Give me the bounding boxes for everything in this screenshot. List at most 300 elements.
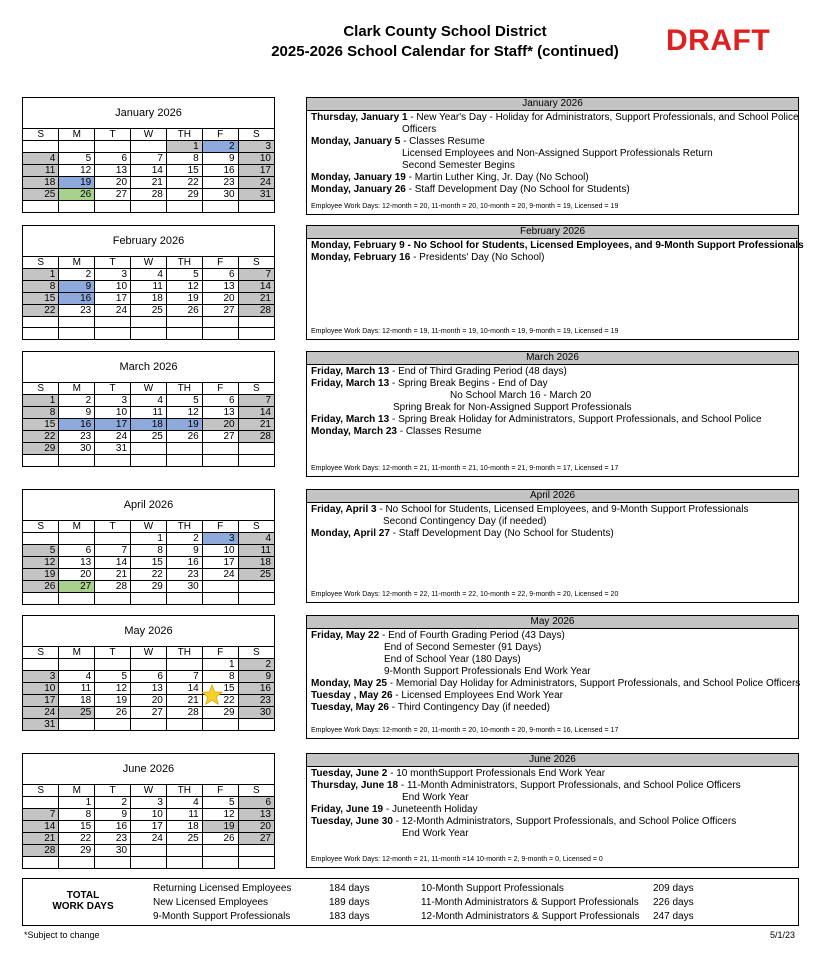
day-cell: 10 (202, 545, 238, 557)
day-header: W (131, 383, 167, 395)
totals-item: 12-Month Administrators & Support Professionals (421, 911, 640, 922)
events-title: May 2026 (307, 616, 798, 629)
event-line: Friday, April 3 - No School for Students, Licensed Employees, and 9-Month Support Professionals (311, 504, 749, 515)
event-line: Licensed Employees and Non-Assigned Support Professionals Return (402, 148, 713, 159)
day-cell (95, 455, 131, 466)
day-cell: 6 (202, 395, 238, 407)
day-header: S (23, 257, 59, 269)
day-header: T (95, 647, 131, 659)
day-cell: 9 (166, 545, 202, 557)
event-line: Friday, March 13 - Spring Break Begins - End of Day (311, 378, 548, 389)
day-cell: 20 (59, 569, 95, 581)
day-cell: 2 (166, 533, 202, 545)
day-cell (23, 593, 59, 604)
day-cell: 6 (95, 153, 131, 165)
day-cell: 20 (238, 821, 274, 833)
day-cell: 7 (166, 671, 202, 683)
day-cell (95, 533, 131, 545)
events-title: January 2026 (307, 98, 798, 111)
day-cell (131, 328, 167, 339)
day-cell: 22 (59, 833, 95, 845)
day-cell: 30 (59, 443, 95, 455)
day-cell: 4 (131, 395, 167, 407)
day-header: S (238, 383, 274, 395)
day-cell: 4 (238, 533, 274, 545)
day-cell: 3 (23, 671, 59, 683)
month-grid (23, 257, 274, 339)
day-cell: 8 (23, 281, 59, 293)
day-header: T (95, 129, 131, 141)
day-cell: 11 (131, 407, 167, 419)
day-header: TH (166, 257, 202, 269)
day-header: W (131, 647, 167, 659)
event-line: Tuesday, May 26 - Third Contingency Day (if needed) (311, 702, 551, 713)
day-cell (131, 443, 167, 455)
day-cell: 19 (59, 177, 95, 189)
day-cell (131, 201, 167, 212)
month-title: April 2026 (23, 490, 274, 521)
day-cell (131, 455, 167, 466)
day-cell: 21 (238, 419, 274, 431)
day-cell (202, 857, 238, 868)
day-cell (166, 857, 202, 868)
month-events (306, 97, 799, 215)
event-line: Tuesday, June 2 - 10 monthSupport Professionals End Work Year (311, 768, 606, 779)
day-cell: 5 (95, 671, 131, 683)
day-cell: 13 (202, 407, 238, 419)
day-cell (238, 719, 274, 731)
day-cell: 19 (202, 821, 238, 833)
day-cell (166, 455, 202, 466)
day-cell: 19 (166, 419, 202, 431)
day-cell: 6 (238, 797, 274, 809)
totals-value: 247 days (653, 911, 694, 922)
day-cell (238, 845, 274, 857)
day-cell: 23 (59, 431, 95, 443)
event-line: Thursday, June 18 - 11-Month Administrators, Support Professionals, and School Police Officers (311, 780, 741, 791)
day-cell: 2 (59, 269, 95, 281)
month-events (306, 351, 799, 477)
day-cell (202, 593, 238, 604)
day-cell: 28 (166, 707, 202, 719)
event-line: Second Semester Begins (402, 160, 515, 171)
day-cell (202, 201, 238, 212)
day-header: M (59, 785, 95, 797)
event-line: Monday, February 16 - Presidents' Day (No School) (311, 252, 545, 263)
event-line: End of School Year (180 Days) (384, 654, 521, 665)
day-cell: 14 (238, 281, 274, 293)
day-cell: 10 (95, 407, 131, 419)
day-header: T (95, 257, 131, 269)
totals-value: 189 days (329, 897, 370, 908)
day-cell: 22 (131, 569, 167, 581)
day-header: M (59, 257, 95, 269)
event-line: Monday, April 27 - Staff Development Day (No School for Students) (311, 528, 614, 539)
day-cell: 10 (95, 281, 131, 293)
day-cell: 25 (59, 707, 95, 719)
day-cell: 22 (23, 431, 59, 443)
day-header: F (202, 521, 238, 533)
day-cell: 16 (59, 419, 95, 431)
day-cell: 24 (202, 569, 238, 581)
day-cell: 13 (202, 281, 238, 293)
totals-value: 226 days (653, 897, 694, 908)
event-line: Friday, June 19 - Juneteenth Holiday (311, 804, 478, 815)
day-cell: 29 (166, 189, 202, 201)
day-cell: 17 (202, 557, 238, 569)
day-cell (202, 328, 238, 339)
month-calendar (22, 225, 275, 340)
day-cell: 18 (131, 419, 167, 431)
day-cell (95, 593, 131, 604)
day-cell: 27 (131, 707, 167, 719)
month-title: January 2026 (23, 98, 274, 129)
totals-value: 184 days (329, 883, 370, 894)
day-cell: 4 (23, 153, 59, 165)
day-cell: 27 (202, 305, 238, 317)
total-work-days (22, 878, 799, 926)
day-cell (166, 443, 202, 455)
day-cell: 22 (202, 695, 238, 707)
day-cell: 8 (166, 153, 202, 165)
day-cell: 27 (202, 431, 238, 443)
events-title: February 2026 (307, 226, 798, 239)
day-cell (95, 141, 131, 153)
day-cell: 3 (95, 269, 131, 281)
month-events (306, 489, 799, 603)
day-cell: 6 (131, 671, 167, 683)
day-cell: 28 (131, 189, 167, 201)
totals-item: New Licensed Employees (153, 897, 269, 908)
day-cell: 6 (202, 269, 238, 281)
day-cell (95, 659, 131, 671)
day-cell: 17 (131, 821, 167, 833)
day-cell (238, 443, 274, 455)
day-cell (95, 328, 131, 339)
day-cell: 23 (59, 305, 95, 317)
day-cell: 23 (238, 695, 274, 707)
day-cell (95, 201, 131, 212)
event-line: Thursday, January 1 - New Year's Day - Holiday for Administrators, Support Professionals, and School Police (311, 112, 799, 123)
month-title: February 2026 (23, 226, 274, 257)
day-cell: 15 (202, 683, 238, 695)
totals-right-labels (421, 882, 639, 924)
day-cell: 14 (23, 821, 59, 833)
day-header: F (202, 383, 238, 395)
day-cell (238, 593, 274, 604)
day-cell (59, 141, 95, 153)
day-cell: 13 (95, 165, 131, 177)
day-cell: 13 (131, 683, 167, 695)
totals-item: Returning Licensed Employees (153, 883, 292, 894)
day-cell: 5 (202, 797, 238, 809)
day-cell: 24 (131, 833, 167, 845)
day-cell (166, 719, 202, 731)
day-cell (238, 857, 274, 868)
day-cell: 26 (166, 305, 202, 317)
day-cell: 16 (166, 557, 202, 569)
month-grid (23, 129, 274, 212)
day-cell: 24 (23, 707, 59, 719)
day-cell (95, 719, 131, 731)
day-header: F (202, 129, 238, 141)
day-cell: 1 (59, 797, 95, 809)
day-cell: 30 (166, 581, 202, 593)
day-header: W (131, 521, 167, 533)
day-header: M (59, 129, 95, 141)
totals-right-values (653, 882, 694, 924)
day-cell: 5 (23, 545, 59, 557)
day-cell: 16 (59, 293, 95, 305)
day-header: F (202, 647, 238, 659)
day-cell: 20 (95, 177, 131, 189)
day-header: TH (166, 647, 202, 659)
day-cell (238, 581, 274, 593)
totals-item: 10-Month Support Professionals (421, 883, 564, 894)
day-header: F (202, 257, 238, 269)
event-line: 9-Month Support Professionals End Work Year (384, 666, 591, 677)
day-cell (131, 659, 167, 671)
employee-work-days: Employee Work Days: 12-month = 19, 11-month = 19, 10-month = 19, 9-month = 19, Licensed = 19 (311, 328, 619, 335)
day-cell: 10 (238, 153, 274, 165)
day-cell (23, 201, 59, 212)
day-cell (59, 857, 95, 868)
day-cell: 9 (202, 153, 238, 165)
day-header: S (238, 257, 274, 269)
day-cell (23, 455, 59, 466)
day-cell: 15 (23, 293, 59, 305)
day-header: T (95, 383, 131, 395)
day-cell: 12 (59, 165, 95, 177)
day-cell: 2 (238, 659, 274, 671)
day-cell: 16 (202, 165, 238, 177)
event-line: Friday, March 13 - End of Third Grading Period (48 days) (311, 366, 567, 377)
totals-left-labels (153, 882, 291, 924)
day-cell: 14 (95, 557, 131, 569)
totals-value: 183 days (329, 911, 370, 922)
footnote: *Subject to change (24, 930, 100, 940)
day-cell (131, 141, 167, 153)
events-title: March 2026 (307, 352, 798, 365)
day-header: M (59, 647, 95, 659)
day-cell: 13 (238, 809, 274, 821)
event-line: Officers (402, 124, 437, 135)
day-cell: 1 (202, 659, 238, 671)
day-header: S (238, 785, 274, 797)
day-cell: 12 (202, 809, 238, 821)
day-header: TH (166, 129, 202, 141)
day-cell (131, 593, 167, 604)
day-cell: 6 (59, 545, 95, 557)
day-cell: 11 (131, 281, 167, 293)
day-cell (202, 443, 238, 455)
day-cell: 12 (166, 281, 202, 293)
day-cell (166, 317, 202, 328)
month-events (306, 225, 804, 340)
event-line: End of Second Semester (91 Days) (384, 642, 542, 653)
day-cell: 29 (59, 845, 95, 857)
day-header: W (131, 257, 167, 269)
day-header: T (95, 521, 131, 533)
calendar-title: 2025-2026 School Calendar for Staff* (continued) (271, 43, 619, 60)
day-cell: 7 (95, 545, 131, 557)
month-grid (23, 785, 274, 868)
day-cell: 10 (23, 683, 59, 695)
day-cell: 13 (59, 557, 95, 569)
totals-value: 209 days (653, 883, 694, 894)
event-line: Monday, February 9 - No School for Students, Licensed Employees, and 9-Month Support Professionals (311, 240, 804, 251)
day-cell: 21 (23, 833, 59, 845)
month-events (306, 753, 799, 868)
day-header: TH (166, 521, 202, 533)
day-header: M (59, 383, 95, 395)
events-title: June 2026 (307, 754, 798, 767)
day-cell: 7 (238, 395, 274, 407)
day-cell (95, 857, 131, 868)
event-line: Friday, March 13 - Spring Break Holiday for Administrators, Support Professionals, and School Police (311, 414, 762, 425)
month-grid (23, 383, 274, 466)
month-title: March 2026 (23, 352, 274, 383)
day-header: T (95, 785, 131, 797)
day-header: S (23, 785, 59, 797)
totals-item: 9-Month Support Professionals (153, 911, 291, 922)
event-line: Second Contingency Day (if needed) (383, 516, 547, 527)
day-cell: 18 (166, 821, 202, 833)
day-cell (202, 317, 238, 328)
day-header: TH (166, 383, 202, 395)
day-cell (95, 317, 131, 328)
version-date: 5/1/23 (770, 930, 796, 940)
day-cell: 9 (238, 671, 274, 683)
day-cell (166, 201, 202, 212)
day-cell (59, 593, 95, 604)
day-cell: 15 (23, 419, 59, 431)
day-cell: 26 (202, 833, 238, 845)
day-cell (202, 455, 238, 466)
day-cell: 16 (95, 821, 131, 833)
day-cell (59, 455, 95, 466)
day-cell: 30 (202, 189, 238, 201)
totals-left-values (329, 882, 370, 924)
day-cell: 16 (238, 683, 274, 695)
day-cell: 8 (59, 809, 95, 821)
month-grid (23, 521, 274, 604)
day-cell (23, 797, 59, 809)
day-header: S (23, 647, 59, 659)
day-cell: 9 (95, 809, 131, 821)
day-cell: 24 (95, 305, 131, 317)
day-cell (166, 659, 202, 671)
day-cell: 19 (166, 293, 202, 305)
draft-stamp: DRAFT (666, 24, 771, 57)
day-cell: 9 (59, 281, 95, 293)
day-cell: 2 (59, 395, 95, 407)
day-cell: 30 (238, 707, 274, 719)
employee-work-days: Employee Work Days: 12-month = 21, 11-month =14 10-month = 2, 9-month = 0, Licensed = 0 (311, 856, 603, 863)
month-events (306, 615, 799, 739)
day-cell (23, 533, 59, 545)
day-cell: 29 (202, 707, 238, 719)
day-cell: 3 (95, 395, 131, 407)
day-cell: 8 (202, 671, 238, 683)
day-cell: 27 (59, 581, 95, 593)
event-line: Spring Break for Non-Assigned Support Professionals (393, 402, 632, 413)
event-line: Monday, May 25 - Memorial Day Holiday for Administrators, Support Professionals, and School Police Officers (311, 678, 801, 689)
day-cell: 17 (95, 419, 131, 431)
day-cell: 14 (131, 165, 167, 177)
day-cell: 31 (95, 443, 131, 455)
event-line: Monday, March 23 - Classes Resume (311, 426, 482, 437)
day-cell (23, 328, 59, 339)
day-header: M (59, 521, 95, 533)
day-header: W (131, 129, 167, 141)
day-cell: 1 (23, 269, 59, 281)
day-cell: 31 (23, 719, 59, 731)
employee-work-days: Employee Work Days: 12-month = 20, 11-month = 20, 10-month = 20, 9-month = 19, Licensed = 19 (311, 203, 619, 210)
day-cell: 19 (23, 569, 59, 581)
day-cell: 29 (131, 581, 167, 593)
total-work-days-label: TOTAL WORK DAYS (52, 890, 114, 912)
event-line: Monday, January 5 - Classes Resume (311, 136, 485, 147)
day-cell (131, 845, 167, 857)
day-header: S (23, 521, 59, 533)
day-cell (59, 328, 95, 339)
day-cell: 25 (131, 431, 167, 443)
day-cell (23, 857, 59, 868)
totals-item: 11-Month Administrators & Support Professionals (421, 897, 639, 908)
day-cell: 4 (166, 797, 202, 809)
day-cell: 22 (166, 177, 202, 189)
day-header: S (238, 129, 274, 141)
event-line: Friday, May 22 - End of Fourth Grading Period (43 Days) (311, 630, 565, 641)
day-cell: 17 (238, 165, 274, 177)
district-title: Clark County School District (343, 23, 547, 40)
day-cell: 3 (131, 797, 167, 809)
day-cell: 22 (23, 305, 59, 317)
events-title: April 2026 (307, 490, 798, 503)
day-cell: 5 (59, 153, 95, 165)
day-cell: 25 (166, 833, 202, 845)
day-cell: 2 (95, 797, 131, 809)
day-cell (166, 593, 202, 604)
day-cell (166, 328, 202, 339)
day-cell: 19 (95, 695, 131, 707)
day-cell: 25 (23, 189, 59, 201)
day-cell: 24 (238, 177, 274, 189)
day-header: F (202, 785, 238, 797)
day-cell (131, 719, 167, 731)
event-line: Tuesday , May 26 - Licensed Employees End Work Year (311, 690, 563, 701)
day-cell: 11 (59, 683, 95, 695)
day-cell: 17 (95, 293, 131, 305)
day-header: TH (166, 785, 202, 797)
day-cell: 5 (166, 395, 202, 407)
day-cell: 26 (59, 189, 95, 201)
day-cell: 26 (95, 707, 131, 719)
day-cell: 31 (238, 189, 274, 201)
day-cell: 9 (59, 407, 95, 419)
day-cell: 27 (238, 833, 274, 845)
day-cell: 1 (131, 533, 167, 545)
day-cell: 20 (131, 695, 167, 707)
day-cell: 18 (23, 177, 59, 189)
day-cell (23, 317, 59, 328)
star-icon (201, 684, 223, 706)
month-calendar (22, 351, 275, 467)
day-cell (131, 857, 167, 868)
day-cell (59, 533, 95, 545)
event-line: Monday, January 26 - Staff Development Day (No School for Students) (311, 184, 630, 195)
